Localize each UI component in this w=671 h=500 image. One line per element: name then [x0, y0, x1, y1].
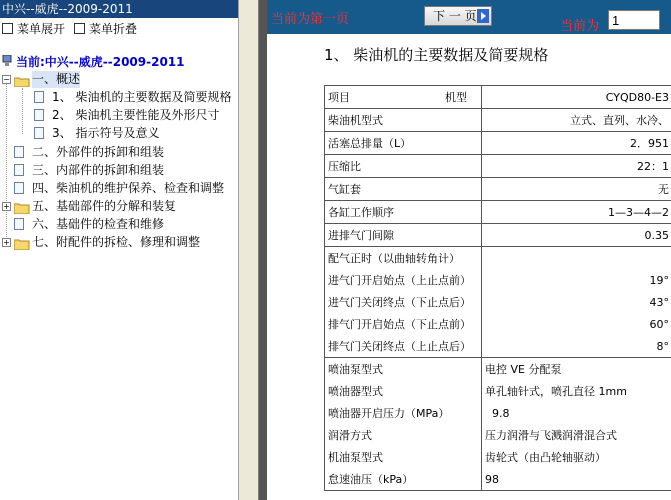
- table-cell-value: [482, 247, 671, 270]
- collapse-icon: [74, 23, 85, 34]
- folder-icon: [14, 202, 29, 212]
- table-cell-value: 43°: [482, 291, 671, 313]
- tree-item-symbols[interactable]: [0, 125, 238, 142]
- tree-item-label: 1、 柴油机的主要数据及简要规格: [52, 90, 232, 104]
- tree-item-label: 四、柴油机的维护保养、检查和调整: [32, 181, 225, 195]
- table-cell-value: 19°: [482, 269, 671, 291]
- table-row: [325, 424, 671, 446]
- tree-item-label: 二、外部件的拆卸和组装: [32, 145, 165, 159]
- table-row: [325, 291, 671, 313]
- table-cell-item: 排气门开启始点（下止点前）: [325, 313, 482, 335]
- next-page-button[interactable]: [424, 6, 492, 26]
- table-cell-item: 润滑方式: [325, 424, 482, 446]
- expand-icon: [2, 23, 13, 34]
- panel-splitter[interactable]: [238, 0, 259, 500]
- viewer-toolbar: [267, 0, 671, 34]
- table-row: [325, 201, 671, 224]
- table-row: [325, 178, 671, 201]
- table-row: [325, 247, 671, 270]
- table-row: [325, 109, 671, 132]
- document-icon: [34, 109, 44, 121]
- computer-icon: [2, 55, 12, 66]
- tree-item-label: 三、内部件的拆卸和组装: [32, 163, 165, 177]
- expand-toggle-icon[interactable]: +: [3, 238, 10, 247]
- tree-item-external-parts[interactable]: [0, 144, 238, 161]
- viewer-border: [259, 0, 267, 500]
- panel-title: 中兴--威虎--2009-2011: [0, 0, 238, 18]
- table-row: [325, 313, 671, 335]
- table-cell-item: 怠速油压（kPa）: [325, 468, 482, 491]
- table-cell-value: 压力润滑与飞溅润滑混合式: [482, 424, 671, 446]
- collapse-toggle-icon[interactable]: −: [3, 75, 10, 84]
- table-cell-item: 活塞总排量（L）: [325, 132, 482, 155]
- tree-item-performance[interactable]: [0, 107, 238, 124]
- table-row: [325, 468, 671, 491]
- table-row: [325, 269, 671, 291]
- table-row: [325, 132, 671, 155]
- table-cell-item: 柴油机型式: [325, 109, 482, 132]
- table-cell-value: 立式、直列、水冷、: [482, 109, 671, 132]
- table-cell-value: 无: [482, 178, 671, 201]
- table-cell-item: 喷油泵型式: [325, 358, 482, 381]
- table-row: [325, 155, 671, 178]
- page-number-input[interactable]: [608, 10, 660, 30]
- document-icon: [14, 182, 24, 194]
- table-cell-value: 22：1: [482, 155, 671, 178]
- tree-item-maintenance[interactable]: [0, 180, 238, 197]
- table-cell-item: 气缸套: [325, 178, 482, 201]
- menu-bar: [0, 20, 238, 38]
- tree-root[interactable]: [2, 54, 185, 70]
- tree-panel: [0, 0, 238, 500]
- document-viewer: [267, 0, 671, 500]
- tree-item-label: 2、 柴油机主要性能及外形尺寸: [52, 108, 220, 122]
- table-cell-value: 60°: [482, 313, 671, 335]
- table-row: [325, 224, 671, 247]
- header-model: 机型: [445, 91, 467, 104]
- table-row: [325, 358, 671, 381]
- expand-toggle-icon[interactable]: +: [3, 202, 10, 211]
- table-row: [325, 402, 671, 424]
- table-header-row: [325, 86, 671, 109]
- table-cell-item: 进排气门间隙: [325, 224, 482, 247]
- page-indicator: 当前为第一页: [271, 12, 350, 27]
- table-cell-item: 机油泵型式: [325, 446, 482, 468]
- table-cell-value: 1—3—4—2: [482, 201, 671, 224]
- tree-item-main-data[interactable]: [0, 89, 238, 106]
- table-row: [325, 380, 671, 402]
- current-page-label: 当前为: [560, 19, 600, 34]
- folder-icon: [14, 238, 29, 248]
- tree-item-base-parts[interactable]: [0, 198, 238, 215]
- document-icon: [34, 127, 44, 139]
- tree-item-label: 六、基础件的检查和维修: [32, 217, 165, 231]
- table-cell-item: 进气门关闭终点（下止点后）: [325, 291, 482, 313]
- tree-item-label: 七、附配件的拆检、修理和调整: [32, 235, 201, 249]
- table-row: [325, 335, 671, 358]
- tree-item-inspection[interactable]: [0, 216, 238, 233]
- table-cell-item: 喷油器型式: [325, 380, 482, 402]
- table-cell-value: 98: [482, 468, 671, 491]
- tree-item-internal-parts[interactable]: [0, 162, 238, 179]
- spec-table: [324, 85, 671, 491]
- expand-menu-button[interactable]: [2, 20, 65, 38]
- table-row: [325, 446, 671, 468]
- table-cell-value: 电控 VE 分配泵: [482, 358, 671, 381]
- header-value: CYQD80-E3: [482, 86, 671, 109]
- header-item: 项目: [328, 91, 350, 104]
- tree-item-label: 3、 指示符号及意义: [52, 126, 160, 140]
- collapse-label: 菜单折叠: [89, 22, 138, 36]
- document-icon: [14, 218, 24, 230]
- arrow-right-icon: [477, 9, 489, 23]
- table-cell-item: 排气门关闭终点（上止点后）: [325, 335, 482, 358]
- table-cell-value: 8°: [482, 335, 671, 358]
- table-cell-value: 9.8: [482, 402, 671, 424]
- tree-item-label: 五、基础部件的分解和装复: [32, 199, 177, 213]
- tree-item-accessories[interactable]: [0, 234, 238, 251]
- tree-root-label: 当前:中兴--威虎--2009-2011: [16, 55, 185, 69]
- table-cell-value: 齿轮式（由凸轮轴驱动）: [482, 446, 671, 468]
- table-cell-item: 配气正时（以曲轴转角计）: [325, 247, 482, 270]
- table-cell-value: 0.35: [482, 224, 671, 247]
- document-heading: 1、 柴油机的主要数据及简要规格: [324, 46, 549, 64]
- table-cell-item: 各缸工作顺序: [325, 201, 482, 224]
- tree-item-overview[interactable]: [0, 71, 238, 88]
- next-page-label: 下 一 页: [433, 9, 477, 23]
- table-header-cell: [325, 86, 482, 109]
- expand-label: 菜单展开: [17, 22, 66, 36]
- table-cell-item: 进气门开启始点（上止点前）: [325, 269, 482, 291]
- collapse-menu-button[interactable]: [74, 20, 137, 38]
- document-icon: [14, 146, 24, 158]
- table-cell-item: 压缩比: [325, 155, 482, 178]
- table-cell-item: 喷油器开启压力（MPa）: [325, 402, 482, 424]
- table-cell-value: 单孔轴针式，喷孔直径 1mm: [482, 380, 671, 402]
- folder-open-icon: [14, 75, 29, 85]
- table-cell-value: 2．951: [482, 132, 671, 155]
- document-icon: [34, 91, 44, 103]
- document-icon: [14, 164, 24, 176]
- tree-item-label: 一、概述: [32, 72, 81, 86]
